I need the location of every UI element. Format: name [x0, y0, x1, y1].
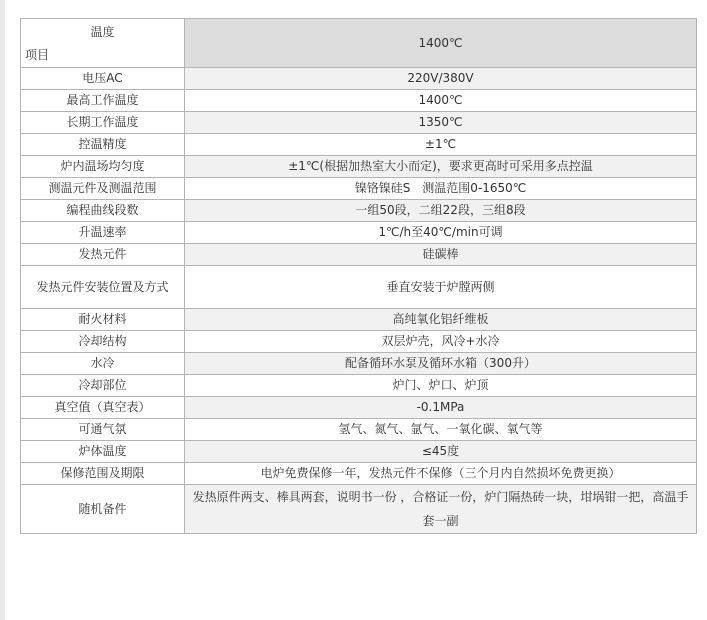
row-value: 1400℃ [185, 90, 697, 112]
table-row [21, 485, 697, 534]
row-value: 炉门、炉口、炉顶 [185, 375, 697, 397]
row-label: 电压AC [21, 68, 185, 90]
row-value: 发热原件两支、棒具两套，说明书一份 ，合格证一份，炉门隔热砖一块，坩埚钳一把，高温手套一副 [185, 485, 697, 534]
table-row [21, 200, 697, 222]
row-label: 测温元件及测温范围 [21, 178, 185, 200]
row-label: 控温精度 [21, 134, 185, 156]
table-row [21, 353, 697, 375]
row-label: 最高工作温度 [21, 90, 185, 112]
row-label: 冷却部位 [21, 375, 185, 397]
page-left-border [0, 0, 5, 620]
row-label: 炉内温场均匀度 [21, 156, 185, 178]
row-label: 发热元件安装位置及方式 [21, 266, 185, 309]
table-row [21, 419, 697, 441]
row-value: 电炉免费保修一年，发热元件不保修（三个月内自然损坏免费更换） [185, 463, 697, 485]
row-value: 1350℃ [185, 112, 697, 134]
table-row [21, 463, 697, 485]
row-label: 炉体温度 [21, 441, 185, 463]
table-row [21, 244, 697, 266]
row-label: 真空值（真空表） [21, 397, 185, 419]
table-row [21, 441, 697, 463]
corner-header-item: 项目 [25, 48, 50, 62]
table-row [21, 309, 697, 331]
row-label: 保修范围及期限 [21, 463, 185, 485]
row-value: 配备循环水泵及循环水箱（300升） [185, 353, 697, 375]
row-label: 冷却结构 [21, 331, 185, 353]
row-value: 氢气、氮气、氩气、一氧化碳、氧气等 [185, 419, 697, 441]
table-row [21, 222, 697, 244]
row-label: 长期工作温度 [21, 112, 185, 134]
row-value: ±1℃ [185, 134, 697, 156]
row-label: 发热元件 [21, 244, 185, 266]
row-value: 高纯氧化铝纤维板 [185, 309, 697, 331]
spec-table [20, 18, 697, 534]
row-value: 硅碳棒 [185, 244, 697, 266]
row-label: 耐火材料 [21, 309, 185, 331]
row-label: 可通气氛 [21, 419, 185, 441]
row-value: 220V/380V [185, 68, 697, 90]
table-row [21, 90, 697, 112]
corner-header-cell [21, 19, 185, 68]
table-row [21, 397, 697, 419]
table-row [21, 178, 697, 200]
row-value: ±1℃(根据加热室大小而定)，要求更高时可采用多点控温 [185, 156, 697, 178]
row-label: 编程曲线段数 [21, 200, 185, 222]
table-row [21, 134, 697, 156]
row-label: 随机备件 [21, 485, 185, 534]
row-value: -0.1MPa [185, 397, 697, 419]
table-row [21, 266, 697, 309]
table-row [21, 68, 697, 90]
row-value: 镍铬镍硅S 测温范围0-1650℃ [185, 178, 697, 200]
row-label: 水冷 [21, 353, 185, 375]
table-row [21, 156, 697, 178]
corner-header-temperature: 温度 [90, 25, 115, 39]
table-header-row [21, 19, 697, 68]
table-row [21, 375, 697, 397]
row-value: 一组50段，二组22段，三组8段 [185, 200, 697, 222]
table-row [21, 112, 697, 134]
row-value: 双层炉壳，风冷+水冷 [185, 331, 697, 353]
row-value: ≤45度 [185, 441, 697, 463]
table-row [21, 331, 697, 353]
row-label: 升温速率 [21, 222, 185, 244]
row-value: 1℃/h至40℃/min可调 [185, 222, 697, 244]
row-value: 垂直安装于炉膛两侧 [185, 266, 697, 309]
header-temperature-value: 1400℃ [185, 19, 697, 68]
